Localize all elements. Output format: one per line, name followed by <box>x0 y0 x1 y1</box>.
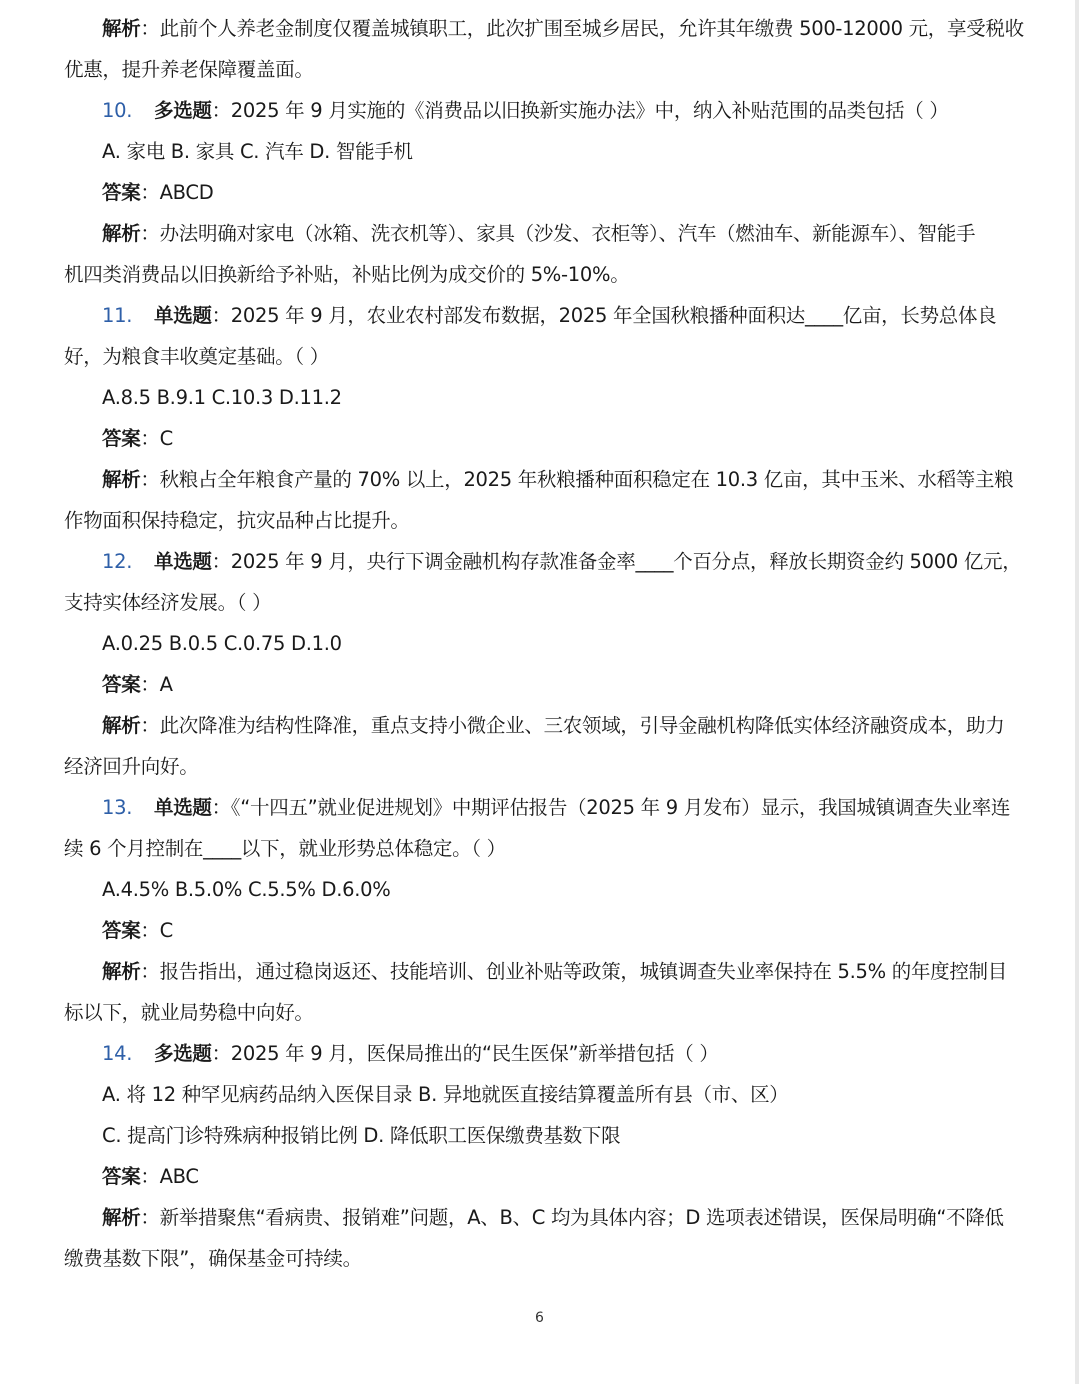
answer-label: 答案 <box>102 919 141 942</box>
question-13-stem-cont: 续 6 个月控制在____以下，就业形势总体稳定。（ ） <box>64 837 506 860</box>
question-14-options-cont: C. 提高门诊特殊病种报销比例 D. 降低职工医保缴费基数下限 <box>102 1124 621 1147</box>
question-13-options: A.4.5% B.5.0% C.5.5% D.6.0% <box>102 878 391 901</box>
analysis-text: ：新举措聚焦“看病贵、报销难”问题，A、B、C 均为具体内容；D 选项表述错误，医保局明确“不降低 <box>140 1206 1004 1229</box>
question-10-stem <box>64 90 1016 131</box>
question-10-answer <box>64 172 1016 213</box>
analysis-label: 解析 <box>102 468 141 491</box>
question-number: 12. <box>102 550 133 573</box>
question-12-answer <box>64 664 1016 705</box>
question-number: 10. <box>102 99 133 122</box>
analysis-label: 解析 <box>102 222 141 245</box>
answer-value: ：C <box>140 919 173 942</box>
question-14-stem <box>64 1033 1016 1074</box>
analysis-text: ：办法明确对家电（冰箱、洗衣机等）、家具（沙发、衣柜等）、汽车（燃油车、新能源车）、智能手 <box>140 222 976 245</box>
question-14-analysis-cont: 缴费基数下限”，确保基金可持续。 <box>64 1247 362 1270</box>
question-13-analysis-cont: 标以下，就业局势稳中向好。 <box>64 1001 314 1024</box>
question-number: 13. <box>102 796 133 819</box>
question-text: ：2025 年 9 月，医保局推出的“民生医保”新举措包括（ ） <box>211 1042 719 1065</box>
page-edge <box>1075 0 1079 1384</box>
answer-label: 答案 <box>102 427 141 450</box>
question-11-analysis <box>64 459 1016 500</box>
analysis-label: 解析 <box>102 1206 141 1229</box>
answer-value: ：A <box>140 673 173 696</box>
question-14-analysis <box>64 1197 1016 1238</box>
analysis-label: 解析 <box>102 714 141 737</box>
question-text: ：《“十四五”就业促进规划》中期评估报告（2025 年 9 月发布）显示，我国城镇调查失业率连 <box>211 796 1011 819</box>
analysis-text: 优惠，提升养老保障覆盖面。 <box>64 58 314 81</box>
question-14-options: A. 将 12 种罕见病药品纳入医保目录 B. 异地就医直接结算覆盖所有县（市、区） <box>102 1083 789 1106</box>
question-type: 多选题 <box>154 1042 212 1065</box>
question-13-analysis <box>64 951 1016 992</box>
analysis-label: 解析 <box>102 960 141 983</box>
answer-value: ：ABCD <box>140 181 214 204</box>
answer-value: ：ABC <box>140 1165 199 1188</box>
answer-label: 答案 <box>102 1165 141 1188</box>
question-11-stem-cont: 好，为粮食丰收奠定基础。（ ） <box>64 345 329 368</box>
question-12-analysis <box>64 705 1016 746</box>
question-11-answer <box>64 418 1016 459</box>
question-text: ：2025 年 9 月，农业农村部发布数据，2025 年全国秋粮播种面积达____亿亩，长势总体良 <box>211 304 997 327</box>
analysis-text: ：报告指出，通过稳岗返还、技能培训、创业补贴等政策，城镇调查失业率保持在 5.5% 的年度控制目 <box>140 960 1007 983</box>
answer-label: 答案 <box>102 181 141 204</box>
question-13-stem <box>64 787 1016 828</box>
question-10-analysis <box>64 213 1016 254</box>
analysis-label: 解析 <box>102 17 141 40</box>
question-type: 单选题 <box>154 796 212 819</box>
question-14-answer <box>64 1156 1016 1197</box>
question-11-stem <box>64 295 1016 336</box>
question-type: 单选题 <box>154 304 212 327</box>
question-text: ：2025 年 9 月实施的《消费品以旧换新实施办法》中，纳入补贴范围的品类包括（ ） <box>211 99 949 122</box>
answer-value: ：C <box>140 427 173 450</box>
question-number: 14. <box>102 1042 133 1065</box>
question-12-options: A.0.25 B.0.5 C.0.75 D.1.0 <box>102 632 342 655</box>
analysis-text: ：此前个人养老金制度仅覆盖城镇职工，此次扩围至城乡居民，允许其年缴费 500-12000 元，享受税收 <box>140 17 1024 40</box>
answer-label: 答案 <box>102 673 141 696</box>
question-13-answer <box>64 910 1016 951</box>
page-content <box>64 8 1024 1279</box>
question-10-analysis-cont: 机四类消费品以旧换新给予补贴，补贴比例为成交价的 5%-10%。 <box>64 263 630 286</box>
question-11-analysis-cont: 作物面积保持稳定，抗灾品种占比提升。 <box>64 509 410 532</box>
question-11-options: A.8.5 B.9.1 C.10.3 D.11.2 <box>102 386 342 409</box>
analysis-text: ：秋粮占全年粮食产量的 70% 以上，2025 年秋粮播种面积稳定在 10.3 亿亩，其中玉米、水稻等主粮 <box>140 468 1014 491</box>
question-number: 11. <box>102 304 133 327</box>
question-type: 多选题 <box>154 99 212 122</box>
analysis-line <box>64 49 1016 90</box>
question-type: 单选题 <box>154 550 212 573</box>
analysis-line <box>64 8 1024 49</box>
page-number: 6 <box>535 1310 544 1326</box>
question-12-stem-cont: 支持实体经济发展。（ ） <box>64 591 272 614</box>
question-12-stem <box>64 541 1022 582</box>
question-text: ：2025 年 9 月，央行下调金融机构存款准备金率____个百分点，释放长期资金约 5000 亿元， <box>211 550 1022 573</box>
analysis-text: ：此次降准为结构性降准，重点支持小微企业、三农领域，引导金融机构降低实体经济融资成本，助力 <box>140 714 1005 737</box>
question-10-options: A. 家电 B. 家具 C. 汽车 D. 智能手机 <box>102 140 413 163</box>
question-12-analysis-cont: 经济回升向好。 <box>64 755 199 778</box>
